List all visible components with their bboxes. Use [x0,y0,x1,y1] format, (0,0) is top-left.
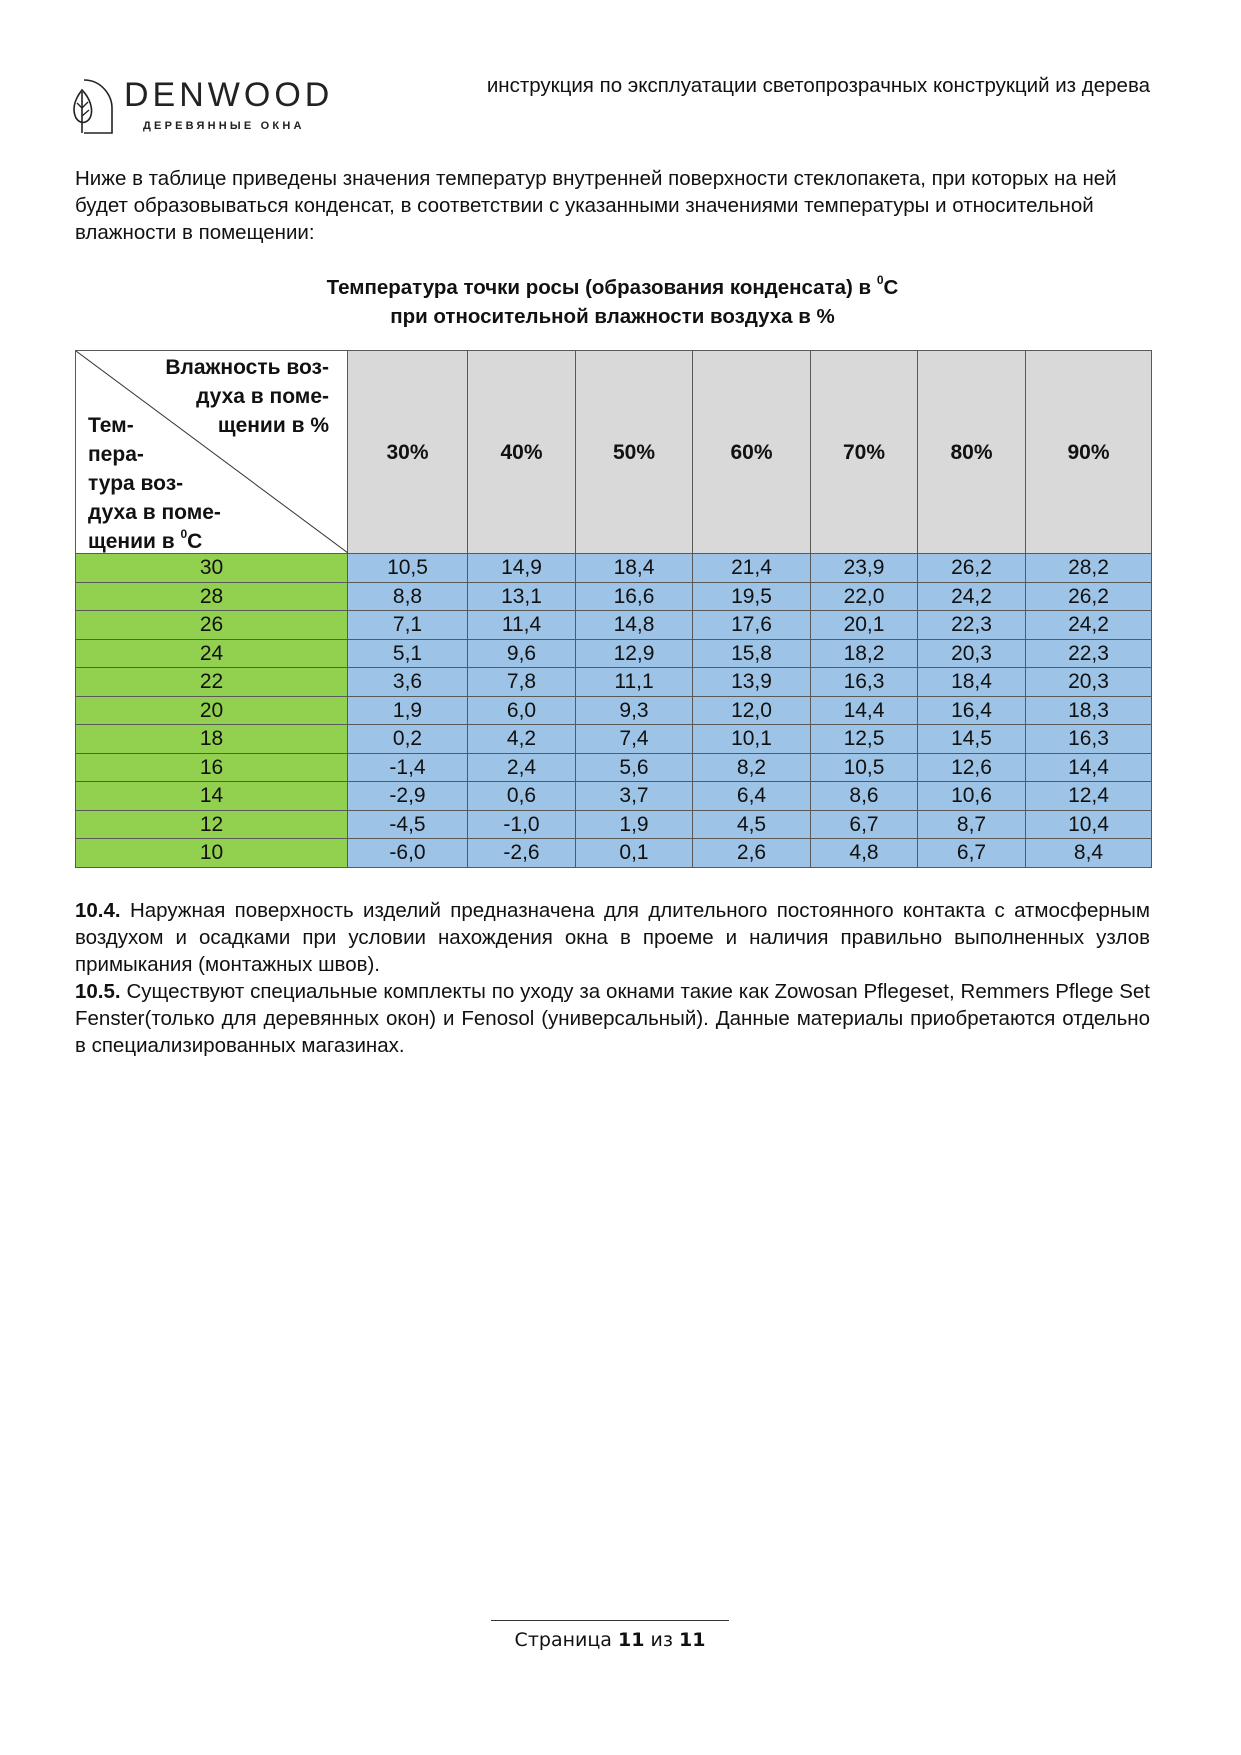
document-title: инструкция по эксплуатации светопрозрачных конструкций из дерева [486,74,1150,97]
dew-point-cell: 11,4 [468,611,576,640]
dew-point-cell: 14,4 [1026,753,1152,782]
dew-point-cell: 6,0 [468,696,576,725]
dew-point-cell: 0,1 [576,839,693,868]
dew-point-cell: 0,6 [468,782,576,811]
dew-point-cell: 7,8 [468,668,576,697]
dew-point-cell: 26,2 [1026,582,1152,611]
dew-point-cell: 23,9 [811,554,918,583]
dew-point-cell: 7,1 [348,611,468,640]
room-temperature-cell: 16 [76,753,348,782]
dew-point-cell: 10,1 [693,725,811,754]
dew-point-cell: 16,3 [1026,725,1152,754]
dew-point-cell: 2,6 [693,839,811,868]
dew-point-cell: 0,2 [348,725,468,754]
humidity-header-30: 30% [348,351,468,554]
humidity-header-50: 50% [576,351,693,554]
table-header-row [76,351,1152,554]
leaf-arch-icon [72,76,116,136]
dew-point-cell: 18,4 [918,668,1026,697]
dew-point-table [75,350,1152,868]
dew-point-cell: 1,9 [348,696,468,725]
corner-header-cell [76,351,348,554]
table-row [76,611,1152,640]
table-row [76,839,1152,868]
dew-point-cell: 7,4 [576,725,693,754]
dew-point-cell: 24,2 [918,582,1026,611]
dew-point-cell: 3,7 [576,782,693,811]
room-temperature-cell: 14 [76,782,348,811]
dew-point-cell: 8,7 [918,810,1026,839]
dew-point-cell: 22,3 [1026,639,1152,668]
dew-point-cell: 12,0 [693,696,811,725]
section-number: 10.4. [75,899,121,922]
dew-point-cell: 20,1 [811,611,918,640]
dew-point-cell: 3,6 [348,668,468,697]
room-temperature-cell: 30 [76,554,348,583]
humidity-header-60: 60% [693,351,811,554]
section-10-4 [75,897,1150,978]
humidity-header-80: 80% [918,351,1026,554]
section-text: Существуют специальные комплекты по уходу за окнами такие как Zowosan Pflegeset, Remmers Pflege Set Fenster(только для деревянных окон) и Fenosol (универсальный). Данные материалы приобретаются отдельно в специализированных магазинах. [75,980,1150,1057]
table-row [76,696,1152,725]
dew-point-cell: -2,9 [348,782,468,811]
section-text: Наружная поверхность изделий предназначена для длительного постоянного контакта с атмосферным воздухом и осадками при условии нахождения окна в проеме и наличия правильно выполненных узлов примыкания (монтажных швов). [75,899,1150,976]
dew-point-cell: -4,5 [348,810,468,839]
logo-wordmark: DENWOOD [124,76,334,114]
dew-point-cell: 12,9 [576,639,693,668]
dew-point-cell: 17,6 [693,611,811,640]
dew-point-cell: 9,6 [468,639,576,668]
humidity-header-70: 70% [811,351,918,554]
dew-point-cell: 4,5 [693,810,811,839]
dew-point-cell: 1,9 [576,810,693,839]
dew-point-cell: 14,9 [468,554,576,583]
dew-point-cell: 8,8 [348,582,468,611]
table-row [76,810,1152,839]
dew-point-cell: 20,3 [918,639,1026,668]
dew-point-cell: 10,6 [918,782,1026,811]
dew-point-cell: 16,4 [918,696,1026,725]
table-row [76,582,1152,611]
dew-point-cell: -6,0 [348,839,468,868]
humidity-axis-label: Влажность воз- духа в поме- щении в % [165,356,329,437]
dew-point-cell: 21,4 [693,554,811,583]
table-title-line-1: Температура точки росы (образования конденсата) в $^0$С [326,273,899,299]
dew-point-cell: 24,2 [1026,611,1152,640]
dew-point-cell: 22,0 [811,582,918,611]
table-title-line-2: при относительной влажности воздуха в % [390,305,835,328]
dew-point-cell: 12,4 [1026,782,1152,811]
room-temperature-cell: 28 [76,582,348,611]
dew-point-cell: 13,9 [693,668,811,697]
dew-point-cell: 10,5 [811,753,918,782]
dew-point-cell: 14,5 [918,725,1026,754]
page-number: Страница 11 из 11 [514,1629,706,1651]
dew-point-cell: 20,3 [1026,668,1152,697]
section-10-5 [75,978,1150,1059]
room-temperature-cell: 24 [76,639,348,668]
dew-point-cell: 2,4 [468,753,576,782]
humidity-header-90: 90% [1026,351,1152,554]
dew-point-cell: 18,4 [576,554,693,583]
room-temperature-cell: 10 [76,839,348,868]
dew-point-cell: 4,8 [811,839,918,868]
dew-point-cell: 8,2 [693,753,811,782]
dew-point-cell: 5,1 [348,639,468,668]
table-title [75,273,1150,331]
dew-point-cell: 28,2 [1026,554,1152,583]
dew-point-cell: 5,6 [576,753,693,782]
dew-point-cell: -1,4 [348,753,468,782]
dew-point-cell: 12,5 [811,725,918,754]
dew-point-cell: 4,2 [468,725,576,754]
table-row [76,753,1152,782]
room-temperature-cell: 26 [76,611,348,640]
dew-point-cell: 6,7 [811,810,918,839]
dew-point-cell: 22,3 [918,611,1026,640]
dew-point-cell: 16,3 [811,668,918,697]
section-number: 10.5. [75,980,121,1003]
company-logo [72,76,342,136]
room-temperature-cell: 12 [76,810,348,839]
table-row [76,725,1152,754]
intro-paragraph: Ниже в таблице приведены значения температур внутренней поверхности стеклопакета, при которых на ней будет образовываться конденсат, в соответствии с указанными значениями температуры и относительной влажности в помещении: [75,167,1117,244]
temperature-axis-label: Тем- пера- тура воз- духа в поме- щении в $^0$С [88,414,221,553]
table-row [76,668,1152,697]
dew-point-cell: 13,1 [468,582,576,611]
logo-subtitle: ДЕРЕВЯННЫЕ ОКНА [143,120,305,132]
dew-point-cell: 6,7 [918,839,1026,868]
dew-point-cell: 12,6 [918,753,1026,782]
room-temperature-cell: 18 [76,725,348,754]
dew-point-cell: 9,3 [576,696,693,725]
dew-point-cell: 19,5 [693,582,811,611]
dew-point-cell: 18,2 [811,639,918,668]
dew-point-cell: 10,5 [348,554,468,583]
dew-point-cell: 26,2 [918,554,1026,583]
dew-point-cell: 18,3 [1026,696,1152,725]
dew-point-cell: 11,1 [576,668,693,697]
footer-divider [491,1620,729,1621]
room-temperature-cell: 22 [76,668,348,697]
dew-point-cell: 16,6 [576,582,693,611]
dew-point-cell: -1,0 [468,810,576,839]
dew-point-cell: -2,6 [468,839,576,868]
table-row [76,782,1152,811]
table-row [76,554,1152,583]
table-row [76,639,1152,668]
dew-point-cell: 10,4 [1026,810,1152,839]
room-temperature-cell: 20 [76,696,348,725]
dew-point-cell: 8,6 [811,782,918,811]
dew-point-cell: 14,8 [576,611,693,640]
dew-point-cell: 6,4 [693,782,811,811]
humidity-header-40: 40% [468,351,576,554]
dew-point-cell: 14,4 [811,696,918,725]
dew-point-cell: 15,8 [693,639,811,668]
dew-point-cell: 8,4 [1026,839,1152,868]
